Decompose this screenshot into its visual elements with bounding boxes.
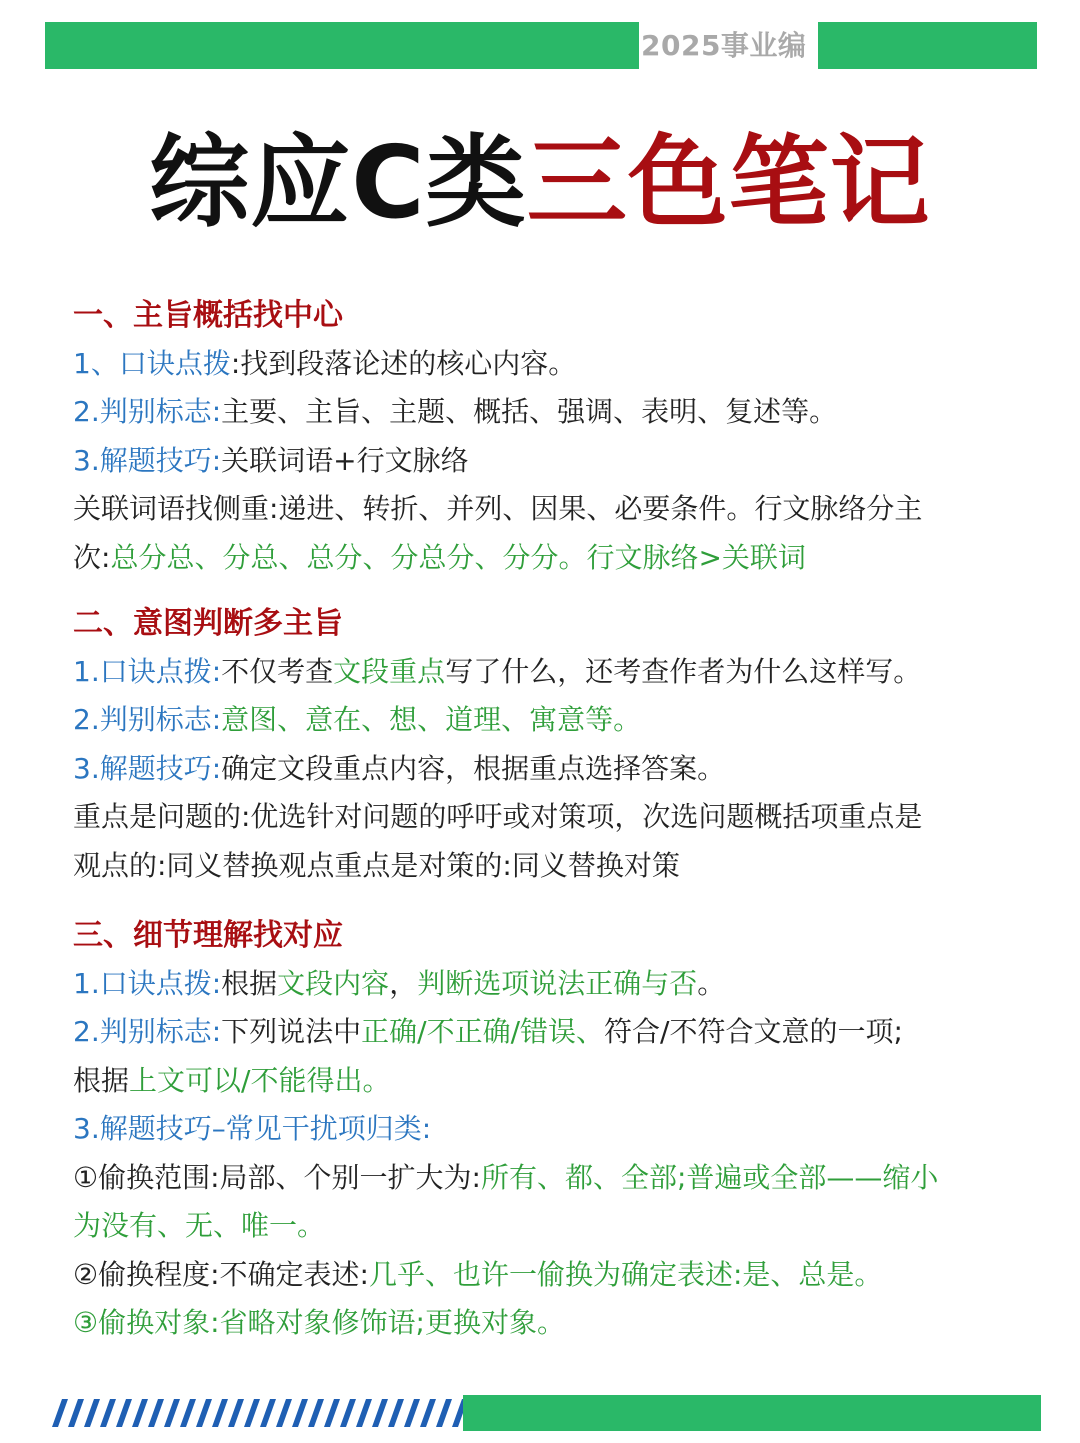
stripe-mark [116,1399,132,1427]
stripe-mark [340,1399,356,1427]
note-segment: 几乎、也许一偷换为确定表述:是、总是。 [368,1257,883,1291]
stripe-mark [132,1399,148,1427]
section-heading: 一、主旨概括找中心 [73,298,343,333]
stripe-mark [100,1399,116,1427]
section-gap [73,582,1023,600]
note-segment: 符合/不符合文意的一项; [604,1015,903,1049]
stripe-mark [420,1399,436,1427]
note-segment: 1.口诀点拨: [73,967,222,1001]
note-segment: 判断选项说法正确与否 [417,967,698,1001]
note-segment: 关联词语+行文脉络 [221,443,469,477]
stripe-mark [68,1399,84,1427]
note-line [73,696,1023,744]
note-line [73,1105,1023,1153]
note-segment: 所有、都、全部;普遍或全部——缩小 [480,1160,939,1194]
note-segment: ②偷换程度:不确定表述: [73,1257,369,1291]
note-segment: 总分总、分总、总分、分总分、分分。行文脉络>关联词 [110,540,806,574]
note-segment: 3.解题技巧: [73,751,222,785]
stripe-mark [180,1399,196,1427]
stripe-mark [260,1399,276,1427]
bottom-green-bar [463,1395,1041,1431]
note-segment: 。 [697,967,726,1001]
header-tag: 2025事业编 [641,29,807,62]
stripe-mark [84,1399,100,1427]
stripe-mark [436,1399,452,1427]
note-segment: 次: [73,540,111,574]
note-segment: 写了什么，还考查作者为什么这样写。 [445,655,922,689]
note-line [73,1251,1023,1299]
note-segment: ， [389,967,418,1001]
note-segment: 根据 [73,1063,130,1097]
section-heading: 二、意图判断多主旨 [73,606,343,642]
note-segment: 文段重点 [333,655,446,689]
note-segment: 意图、意在、想、道理、寓意等。 [221,703,642,737]
note-segment: ③偷换对象:省略对象修饰语;更换对象。 [73,1305,565,1339]
notes-content [73,292,1023,1347]
note-segment: 重点是问题的:优选针对问题的呼吁或对策项，次选问题概括项重点是 [73,800,923,834]
stripe-mark [404,1399,420,1427]
note-line [73,745,1023,793]
note-segment: 下列说法中 [221,1015,362,1049]
note-line [73,534,1023,582]
stripe-mark [276,1399,292,1427]
note-segment: 2.判别标志: [73,703,222,737]
note-segment: 1.口诀点拨: [73,655,222,689]
note-segment: 观点的:同义替换观点重点是对策的:同义替换对策 [73,848,680,882]
note-segment: 正确/不正确/错误、 [361,1015,605,1049]
note-segment: 为没有、无、唯一。 [73,1209,326,1243]
note-segment: :找到段落论述的核心内容。 [230,347,577,380]
stripe-mark [388,1399,404,1427]
note-segment: 1、口诀点拨 [73,347,231,380]
stripe-mark [164,1399,180,1427]
note-segment: 3.解题技巧–常见干扰项归类: [73,1112,432,1146]
stripe-mark [372,1399,388,1427]
stripe-mark [356,1399,372,1427]
stripe-mark [228,1399,244,1427]
bottom-stripes-decoration [50,1395,470,1431]
stripe-mark [292,1399,308,1427]
top-green-bar-left [45,22,639,69]
note-segment: 2.判别标志: [73,395,222,429]
stripe-mark [244,1399,260,1427]
note-line [73,485,1023,533]
section-2 [73,600,1023,890]
stripe-mark [212,1399,228,1427]
section-3 [73,912,1023,1347]
note-segment: 关联词语找侧重:递进、转折、并列、因果、必要条件。行文脉络分主 [73,492,923,526]
note-line [73,340,1023,388]
note-segment: 根据 [221,967,278,1001]
note-line [73,1299,1023,1347]
section-1 [73,292,1023,582]
note-line [73,388,1023,436]
stripe-mark [308,1399,324,1427]
note-line [73,1154,1023,1202]
note-segment: 文段内容 [277,967,390,1001]
top-green-bar-right [818,22,1037,69]
stripe-mark [52,1399,68,1427]
note-line [73,960,1023,1008]
note-line [73,842,1023,890]
note-line [73,437,1023,485]
title-red-part: 三色笔记 [526,124,931,241]
note-segment: 不仅考查 [221,655,334,689]
title-black-part: 综应C类 [149,124,527,241]
note-line [73,648,1023,696]
note-segment: 上文可以/不能得出。 [129,1063,391,1097]
section-heading: 三、细节理解找对应 [73,918,343,954]
note-line [73,1057,1023,1105]
stripe-mark [196,1399,212,1427]
note-segment: 主要、主旨、主题、概括、强调、表明、复述等。 [221,395,838,429]
note-line [73,1202,1023,1250]
note-line [73,1008,1023,1056]
note-line [73,793,1023,841]
stripe-mark [148,1399,164,1427]
stripe-mark [324,1399,340,1427]
note-segment: 3.解题技巧: [73,443,222,477]
note-segment: 确定文段重点内容，根据重点选择答案。 [221,751,726,785]
note-segment: ①偷换范围:局部、个别一扩大为: [73,1160,481,1194]
page-title [0,118,1080,248]
note-segment: 2.判别标志: [73,1015,222,1049]
section-gap [73,890,1023,912]
